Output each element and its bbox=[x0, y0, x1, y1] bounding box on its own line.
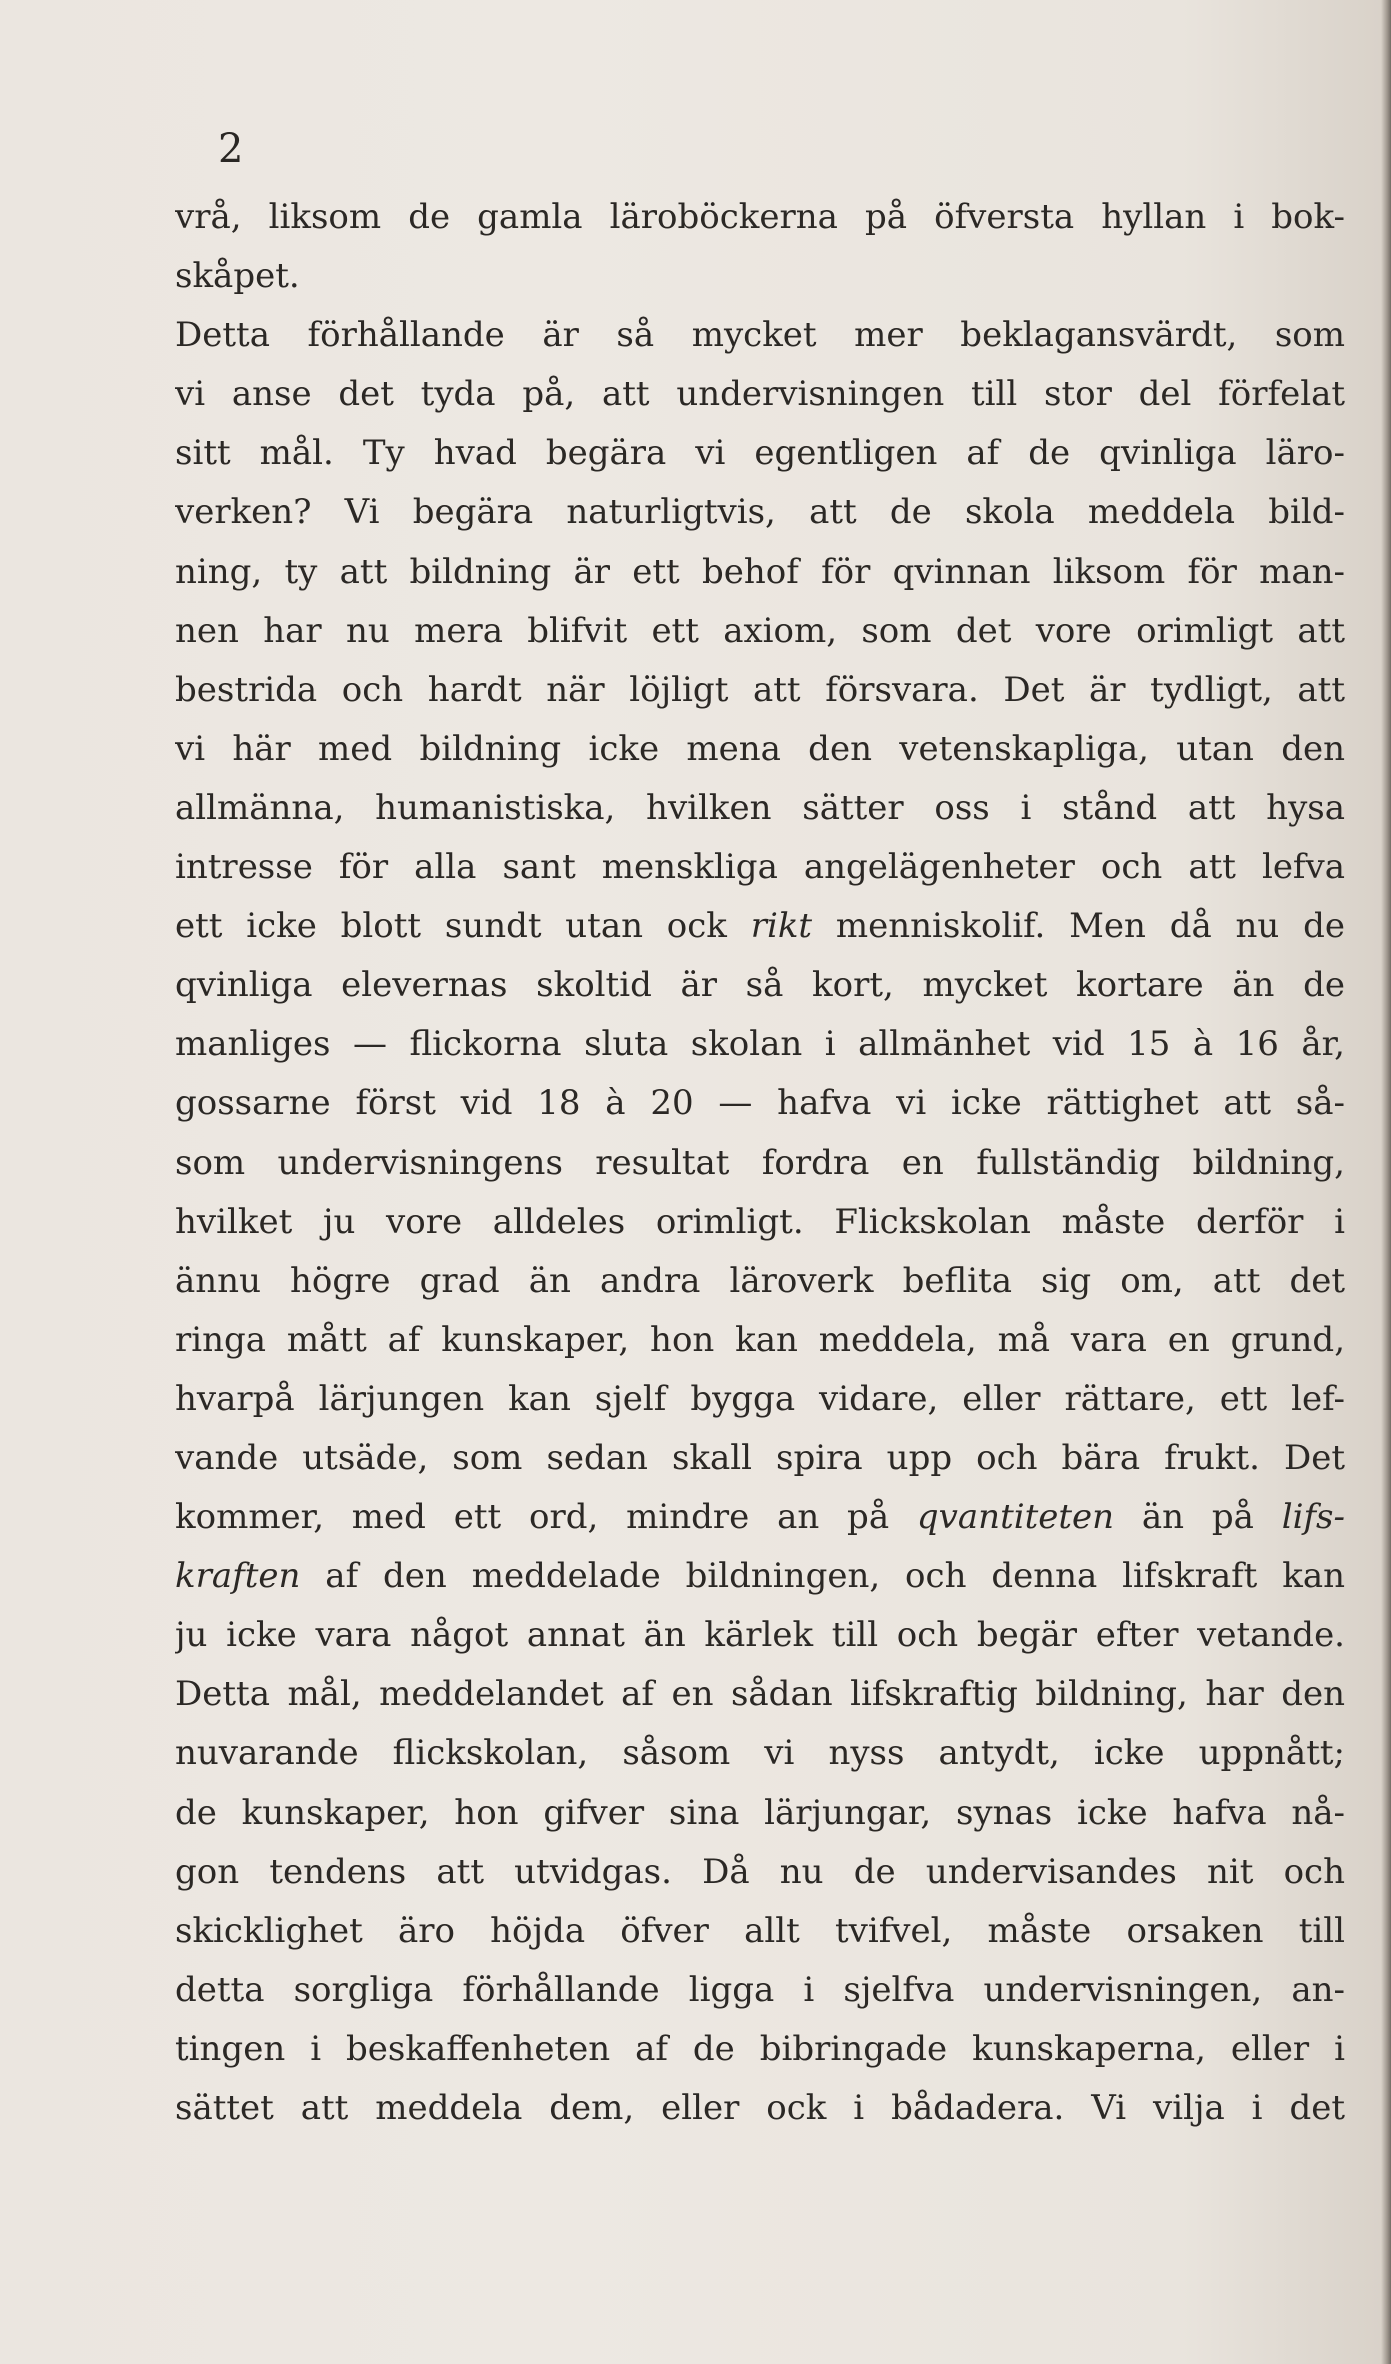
text-span: Detta mål, meddelandet af en sådan lifskraftig bildning, har den bbox=[175, 1674, 1345, 1715]
text-line bbox=[175, 956, 1345, 1015]
text-span: hvarpå lärjungen kan sjelf bygga vidare, eller rättare, ett lef- bbox=[175, 1378, 1345, 1419]
text-line bbox=[175, 247, 1345, 306]
text-line bbox=[175, 188, 1345, 247]
text-span: de kunskaper, hon gifver sina lärjungar, synas icke hafva nå- bbox=[175, 1792, 1345, 1833]
text-span: sitt mål. Ty hvad begära vi egentligen af de qvinliga läro- bbox=[175, 433, 1345, 474]
text-line bbox=[175, 720, 1345, 779]
text-span: nen har nu mera blifvit ett axiom, som det vore orimligt att bbox=[175, 610, 1345, 651]
text-span: ringa mått af kunskaper, hon kan meddela, må vara en grund, bbox=[175, 1319, 1345, 1360]
text-span: skicklighet äro höjda öfver allt tvifvel, måste orsaken till bbox=[175, 1910, 1345, 1951]
text-span: qvinliga elevernas skoltid är så kort, mycket kortare än de bbox=[175, 965, 1345, 1006]
text-line bbox=[175, 1547, 1345, 1606]
body-text bbox=[175, 188, 1345, 2138]
text-line bbox=[175, 1370, 1345, 1429]
text-line bbox=[175, 1429, 1345, 1488]
text-span: vi här med bildning icke mena den vetenskapliga, utan den bbox=[175, 728, 1345, 769]
text-line bbox=[175, 1784, 1345, 1843]
text-line bbox=[175, 543, 1345, 602]
text-line bbox=[175, 2020, 1345, 2079]
text-span: allmänna, humanistiska, hvilken sätter oss i stånd att hysa bbox=[175, 787, 1345, 828]
text-span: detta sorgliga förhållande ligga i sjelfva undervisningen, an- bbox=[175, 1969, 1345, 2010]
text-span: som undervisningens resultat fordra en fullständig bildning, bbox=[175, 1142, 1345, 1183]
text-span: vande utsäde, som sedan skall spira upp och bära frukt. Det bbox=[175, 1437, 1345, 1478]
text-line bbox=[175, 483, 1345, 542]
text-span: ännu högre grad än andra läroverk beflita sig om, att det bbox=[175, 1260, 1345, 1301]
text-line bbox=[175, 1843, 1345, 1902]
italic-text: rikt bbox=[750, 906, 813, 947]
text-span: verken? Vi begära naturligtvis, att de skola meddela bild- bbox=[175, 492, 1345, 533]
page-edge-shadow bbox=[1381, 0, 1391, 2364]
text-span: skåpet. bbox=[175, 256, 300, 297]
text-line bbox=[175, 2079, 1345, 2138]
text-line bbox=[175, 1134, 1345, 1193]
italic-text: kraften bbox=[175, 1556, 301, 1597]
text-span: gossarne först vid 18 à 20 — hafva vi icke rättighet att så- bbox=[175, 1083, 1345, 1124]
text-span: vi anse det tyda på, att undervisningen till stor del förfelat bbox=[175, 374, 1345, 415]
text-span: ju icke vara något annat än kärlek till och begär efter vetande. bbox=[175, 1615, 1345, 1656]
text-line bbox=[175, 779, 1345, 838]
text-line bbox=[175, 897, 1345, 956]
italic-text: qvantiteten bbox=[916, 1497, 1115, 1538]
text-line bbox=[175, 1665, 1345, 1724]
text-line bbox=[175, 1961, 1345, 2020]
text-line bbox=[175, 1193, 1345, 1252]
text-span: än på bbox=[1114, 1497, 1282, 1538]
text-span: tingen i beskaffenheten af de bibringade kunskaperna, eller i bbox=[175, 2028, 1345, 2069]
page-number: 2 bbox=[218, 126, 244, 172]
text-line bbox=[175, 306, 1345, 365]
text-span: gon tendens att utvidgas. Då nu de undervisandes nit och bbox=[175, 1851, 1345, 1892]
text-line bbox=[175, 1724, 1345, 1783]
text-line bbox=[175, 1252, 1345, 1311]
text-span: nuvarande flickskolan, såsom vi nyss antydt, icke uppnått; bbox=[175, 1733, 1345, 1774]
text-line bbox=[175, 661, 1345, 720]
text-span: vrå, liksom de gamla läroböckerna på öfversta hyllan i bok- bbox=[175, 197, 1345, 237]
text-line bbox=[175, 365, 1345, 424]
text-span: bestrida och hardt när löjligt att försvara. Det är tydligt, att bbox=[175, 669, 1345, 710]
text-line bbox=[175, 1902, 1345, 1961]
italic-text: lifs- bbox=[1281, 1497, 1345, 1538]
text-span: kommer, med ett ord, mindre an på bbox=[175, 1497, 917, 1538]
text-span: Detta förhållande är så mycket mer beklagansvärdt, som bbox=[175, 315, 1345, 356]
text-line bbox=[175, 838, 1345, 897]
text-span: intresse för alla sant menskliga angelägenheter och att lefva bbox=[175, 847, 1345, 888]
text-line bbox=[175, 424, 1345, 483]
text-line bbox=[175, 602, 1345, 661]
text-line bbox=[175, 1015, 1345, 1074]
text-span: manliges — flickorna sluta skolan i allmänhet vid 15 à 16 år, bbox=[175, 1024, 1345, 1065]
text-span: ett icke blott sundt utan ock bbox=[175, 906, 751, 947]
text-span: af den meddelade bildningen, och denna lifskraft kan bbox=[300, 1556, 1345, 1597]
text-line bbox=[175, 1606, 1345, 1665]
text-span: ning, ty att bildning är ett behof för qvinnan liksom för man- bbox=[175, 551, 1345, 592]
text-line bbox=[175, 1311, 1345, 1370]
text-line bbox=[175, 1074, 1345, 1133]
text-span: menniskolif. Men då nu de bbox=[812, 906, 1345, 947]
text-span: hvilket ju vore alldeles orimligt. Flickskolan måste derför i bbox=[175, 1201, 1345, 1242]
text-line bbox=[175, 1488, 1345, 1547]
text-span: sättet att meddela dem, eller ock i bådadera. Vi vilja i det bbox=[175, 2088, 1345, 2128]
